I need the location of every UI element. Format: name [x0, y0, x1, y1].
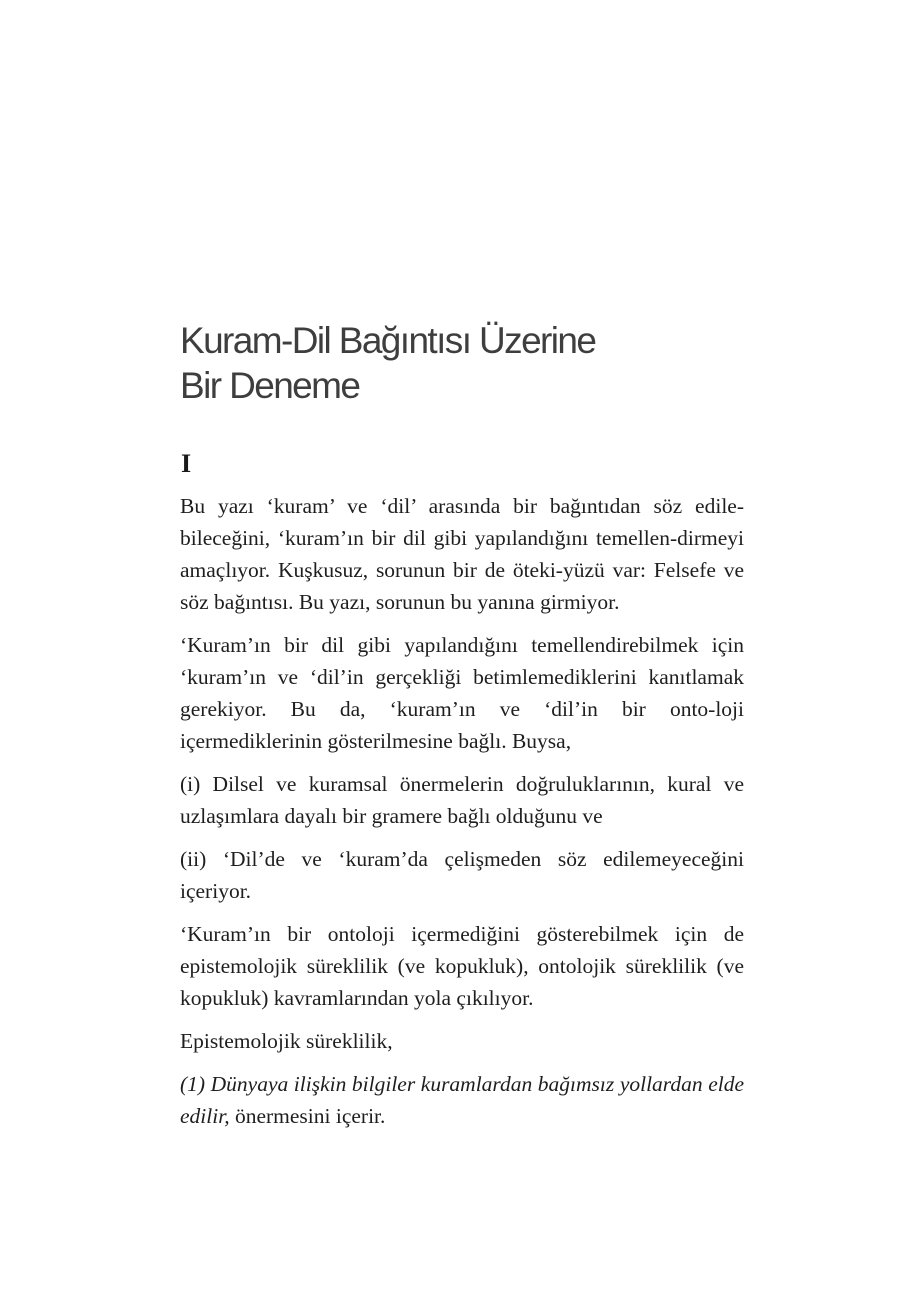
paragraph: ‘Kuram’ın bir ontoloji içermediğini gösterebilmek için de epistemolojik süreklilik (ve kopukluk), ontolojik süreklilik (ve kopukluk) kavramlarından yola çıkılıyor.: [180, 922, 744, 1010]
section-numeral: I: [181, 449, 192, 478]
paragraph: (i) Dilsel ve kuramsal önermelerin doğruluklarının, kural ve uzlaşımlara dayalı bir gramere bağlı olduğunu ve: [180, 772, 744, 828]
italic-premise: (1) Dünyaya ilişkin bilgiler kuramlardan bağımsız yollardan elde edilir,: [180, 1072, 744, 1128]
paragraph: (ii) ‘Dil’de ve ‘kuram’da çelişmeden söz edilemeyeceğini içeriyor.: [180, 847, 744, 903]
body-text: [180, 490, 744, 1143]
chapter-title: [180, 318, 780, 408]
chapter-title-line-2: Bir Deneme: [180, 365, 360, 406]
paragraph-italic-premise: [180, 1068, 744, 1132]
paragraph: Bu yazı ‘kuram’ ve ‘dil’ arasında bir bağıntıdan söz edile-bileceğini, ‘kuram’ın bir dil gibi yapılandığını temellen-dirmeyi amaçlıyor. Kuşkusuz, sorunun bir de öteki-yüzü var: Felsefe ve söz bağıntısı. Bu yazı, sorunun bu yanına girmiyor.: [180, 494, 744, 614]
paragraph: ‘Kuram’ın bir dil gibi yapılandığını temellendirebilmek için ‘kuram’ın ve ‘dil’in gerçekliği betimlemediklerini kanıtlamak gerekiyor. Bu da, ‘kuram’ın ve ‘dil’in bir onto-loji içermediklerinin gösterilmesine bağlı. Buysa,: [180, 633, 744, 753]
premise-suffix: önermesini içerir.: [229, 1104, 386, 1128]
chapter-title-line-1: Kuram-Dil Bağıntısı Üzerine: [180, 320, 596, 361]
paragraph: Epistemolojik süreklilik,: [180, 1029, 393, 1053]
